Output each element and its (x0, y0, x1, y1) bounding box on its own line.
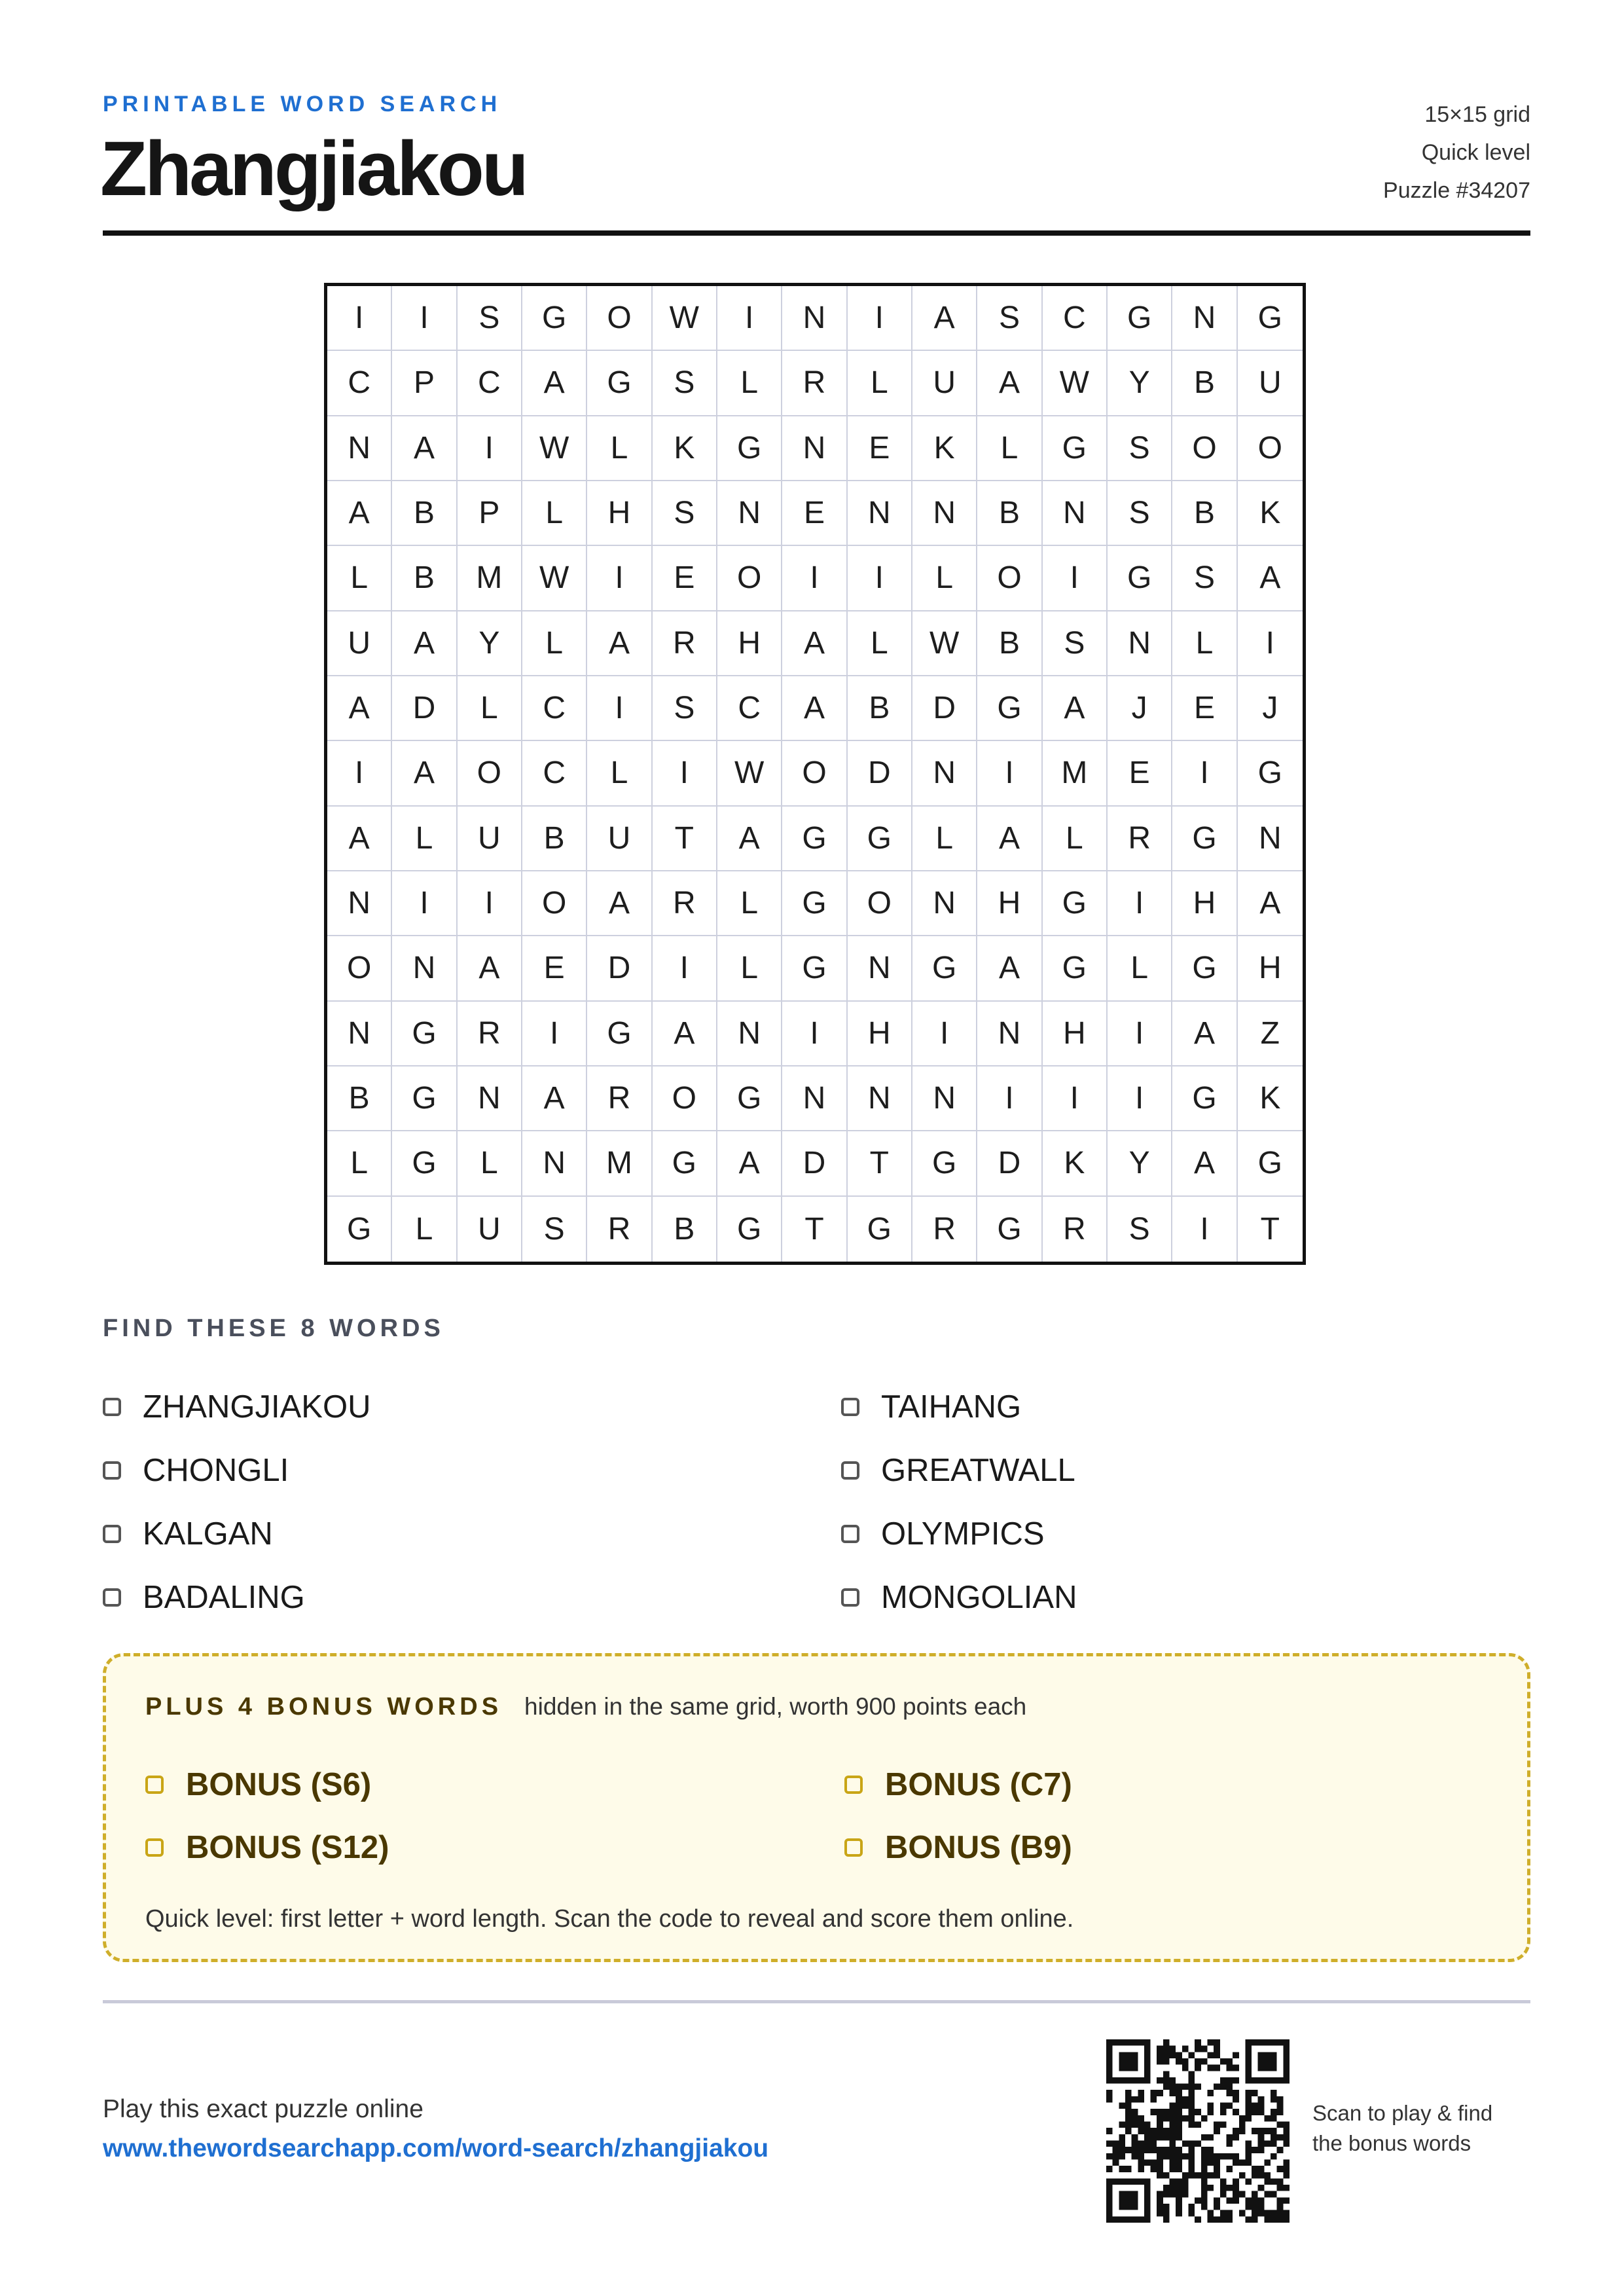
word-list-item[interactable] (841, 1565, 1077, 1629)
grid-cell[interactable]: N (717, 481, 782, 546)
grid-cell[interactable]: I (587, 676, 652, 741)
grid-cell[interactable]: R (1108, 807, 1172, 871)
checkbox-icon[interactable] (145, 1776, 164, 1794)
grid-cell[interactable]: I (1172, 741, 1237, 806)
grid-cell[interactable]: R (587, 1066, 652, 1131)
bonus-note: Quick level: first letter + word length. Scan the code to reveal and score them online. (145, 1905, 1074, 1933)
grid-cell[interactable]: M (587, 1131, 652, 1196)
bonus-header (145, 1693, 1026, 1721)
grid-cell[interactable]: I (587, 546, 652, 611)
grid-cell[interactable]: C (327, 351, 392, 416)
grid-cell[interactable]: B (848, 676, 912, 741)
grid-cell[interactable]: N (717, 1002, 782, 1066)
word-list-item[interactable] (841, 1375, 1077, 1438)
grid-cell[interactable]: O (587, 286, 652, 351)
checkbox-icon[interactable] (841, 1525, 859, 1543)
grid-cell[interactable]: A (717, 1131, 782, 1196)
grid-cell[interactable]: O (1172, 416, 1237, 481)
grid-cell[interactable]: L (912, 546, 977, 611)
checkbox-icon[interactable] (844, 1838, 863, 1857)
grid-cell[interactable]: W (1043, 351, 1108, 416)
grid-cell[interactable]: L (912, 807, 977, 871)
grid-cell[interactable]: P (392, 351, 457, 416)
grid-cell[interactable]: B (392, 546, 457, 611)
grid-cell[interactable]: G (522, 286, 587, 351)
grid-cell[interactable]: O (522, 871, 587, 936)
grid-cell[interactable]: A (587, 611, 652, 676)
qr-caption (1312, 2098, 1522, 2159)
grid-cell[interactable]: U (458, 1197, 522, 1262)
grid-cell[interactable]: A (1172, 1131, 1237, 1196)
grid-cell[interactable]: I (327, 741, 392, 806)
grid-cell[interactable]: D (782, 1131, 847, 1196)
bonus-title: PLUS 4 BONUS WORDS (145, 1693, 503, 1721)
grid-cell[interactable]: G (1238, 741, 1303, 806)
grid-cell[interactable]: A (977, 351, 1042, 416)
grid-cell[interactable]: G (392, 1002, 457, 1066)
word-label: BONUS (C7) (885, 1767, 1072, 1802)
grid-cell[interactable]: N (392, 936, 457, 1001)
grid-cell[interactable]: T (782, 1197, 847, 1262)
grid-cell[interactable]: G (782, 807, 847, 871)
grid-cell[interactable]: S (977, 286, 1042, 351)
grid-cell[interactable]: N (848, 481, 912, 546)
grid-cell[interactable]: I (458, 416, 522, 481)
grid-cell[interactable]: G (1108, 546, 1172, 611)
grid-cell[interactable]: C (458, 351, 522, 416)
grid-cell[interactable]: K (1043, 1131, 1108, 1196)
word-label: BONUS (S12) (186, 1830, 389, 1865)
grid-cell[interactable]: L (392, 1197, 457, 1262)
grid-cell[interactable]: N (912, 1066, 977, 1131)
grid-cell[interactable]: L (458, 676, 522, 741)
word-label: ZHANGJIAKOU (143, 1389, 371, 1425)
grid-cell[interactable]: P (458, 481, 522, 546)
grid-cell[interactable]: I (717, 286, 782, 351)
grid-cell[interactable]: G (392, 1131, 457, 1196)
grid-cell[interactable]: A (1043, 676, 1108, 741)
checkbox-icon[interactable] (103, 1461, 121, 1480)
grid-cell[interactable]: J (1108, 676, 1172, 741)
grid-cell[interactable]: G (1172, 936, 1237, 1001)
grid-cell[interactable]: G (327, 1197, 392, 1262)
grid-cell[interactable]: W (717, 741, 782, 806)
footer-divider (103, 2000, 1530, 2003)
grid-cell[interactable]: H (977, 871, 1042, 936)
page-kicker: PRINTABLE WORD SEARCH (103, 92, 502, 117)
grid-cell[interactable]: I (1108, 1002, 1172, 1066)
grid-cell[interactable]: G (717, 1066, 782, 1131)
word-list-item[interactable] (844, 1816, 1072, 1879)
checkbox-icon[interactable] (841, 1398, 859, 1416)
grid-cell[interactable]: N (782, 1066, 847, 1131)
grid-cell[interactable]: I (522, 1002, 587, 1066)
grid-cell[interactable]: A (327, 481, 392, 546)
grid-cell[interactable]: N (522, 1131, 587, 1196)
word-list-item[interactable] (145, 1753, 389, 1816)
grid-cell[interactable]: G (912, 936, 977, 1001)
grid-cell[interactable]: O (327, 936, 392, 1001)
grid-cell[interactable]: I (392, 871, 457, 936)
grid-cell[interactable]: I (848, 286, 912, 351)
grid-cell[interactable]: S (522, 1197, 587, 1262)
checkbox-icon[interactable] (844, 1776, 863, 1794)
word-label: TAIHANG (881, 1389, 1022, 1425)
checkbox-icon[interactable] (841, 1461, 859, 1480)
grid-cell[interactable]: G (1043, 416, 1108, 481)
grid-cell[interactable]: B (977, 611, 1042, 676)
grid-cell[interactable]: N (977, 1002, 1042, 1066)
word-list-item[interactable] (841, 1438, 1077, 1502)
word-list-item[interactable] (844, 1753, 1072, 1816)
grid-cell[interactable]: I (653, 741, 717, 806)
grid-cell[interactable]: L (587, 741, 652, 806)
grid-cell[interactable]: U (587, 807, 652, 871)
grid-size-label: 15×15 grid (1424, 102, 1530, 127)
grid-cell[interactable]: R (653, 611, 717, 676)
grid-cell[interactable]: A (587, 871, 652, 936)
grid-cell[interactable]: L (1108, 936, 1172, 1001)
grid-cell[interactable]: G (653, 1131, 717, 1196)
grid-cell[interactable]: C (1043, 286, 1108, 351)
grid-cell[interactable]: N (848, 1066, 912, 1131)
bonus-subtitle: hidden in the same grid, worth 900 points each (524, 1693, 1027, 1720)
grid-cell[interactable]: R (1043, 1197, 1108, 1262)
grid-cell[interactable]: W (522, 416, 587, 481)
grid-cell[interactable]: G (1238, 286, 1303, 351)
grid-cell[interactable]: C (717, 676, 782, 741)
grid-cell[interactable]: D (848, 741, 912, 806)
grid-cell[interactable]: L (392, 807, 457, 871)
grid-cell[interactable]: L (848, 351, 912, 416)
letter-grid (324, 283, 1306, 1265)
grid-cell[interactable]: T (848, 1131, 912, 1196)
grid-cell[interactable]: K (912, 416, 977, 481)
grid-cell[interactable]: A (392, 416, 457, 481)
checkbox-icon[interactable] (841, 1588, 859, 1607)
grid-cell[interactable]: G (848, 807, 912, 871)
grid-cell[interactable]: G (977, 676, 1042, 741)
grid-cell[interactable]: I (782, 1002, 847, 1066)
grid-cell[interactable]: G (848, 1197, 912, 1262)
word-list-item[interactable] (103, 1502, 370, 1565)
grid-cell[interactable]: Z (1238, 1002, 1303, 1066)
grid-cell[interactable]: G (1108, 286, 1172, 351)
grid-cell[interactable]: I (782, 546, 847, 611)
grid-cell[interactable]: I (1043, 546, 1108, 611)
word-label: BONUS (S6) (186, 1767, 372, 1802)
grid-cell[interactable]: A (522, 1066, 587, 1131)
grid-cell[interactable]: O (653, 1066, 717, 1131)
grid-cell[interactable]: I (1108, 1066, 1172, 1131)
header-divider (103, 230, 1530, 236)
grid-cell[interactable]: C (522, 676, 587, 741)
grid-cell[interactable]: L (1043, 807, 1108, 871)
grid-cell[interactable]: L (717, 351, 782, 416)
grid-cell[interactable]: H (717, 611, 782, 676)
grid-cell[interactable]: E (522, 936, 587, 1001)
grid-cell[interactable]: S (653, 481, 717, 546)
grid-cell[interactable]: R (587, 1197, 652, 1262)
qr-code-icon[interactable] (1106, 2039, 1290, 2223)
grid-cell[interactable]: N (327, 1002, 392, 1066)
grid-cell[interactable]: Y (1108, 1131, 1172, 1196)
level-label: Quick level (1421, 140, 1530, 165)
word-list-item[interactable] (841, 1502, 1077, 1565)
grid-cell[interactable]: E (1172, 676, 1237, 741)
puzzle-id-label: Puzzle #34207 (1383, 178, 1530, 203)
grid-cell[interactable]: B (1172, 351, 1237, 416)
grid-cell[interactable]: D (912, 676, 977, 741)
puzzle-meta (1383, 96, 1530, 210)
grid-cell[interactable]: A (653, 1002, 717, 1066)
grid-cell[interactable]: G (1172, 807, 1237, 871)
grid-cell[interactable]: N (848, 936, 912, 1001)
find-words-heading: FIND THESE 8 WORDS (103, 1315, 444, 1342)
grid-cell[interactable]: B (1172, 481, 1237, 546)
grid-cell[interactable]: H (1043, 1002, 1108, 1066)
word-list-item[interactable] (103, 1375, 370, 1438)
grid-cell[interactable]: B (522, 807, 587, 871)
grid-cell[interactable]: G (1172, 1066, 1237, 1131)
grid-cell[interactable]: A (327, 676, 392, 741)
qr-caption-line1: Scan to play & find (1312, 2101, 1493, 2125)
grid-cell[interactable]: A (977, 936, 1042, 1001)
grid-cell[interactable]: H (587, 481, 652, 546)
grid-cell[interactable]: O (977, 546, 1042, 611)
grid-cell[interactable]: Y (458, 611, 522, 676)
grid-cell[interactable]: R (912, 1197, 977, 1262)
grid-cell[interactable]: L (717, 936, 782, 1001)
grid-cell[interactable]: E (782, 481, 847, 546)
grid-cell[interactable]: G (717, 1197, 782, 1262)
bonus-list-right (844, 1753, 1072, 1879)
word-list-item[interactable] (145, 1816, 389, 1879)
grid-cell[interactable]: R (782, 351, 847, 416)
grid-cell[interactable]: A (912, 286, 977, 351)
grid-cell[interactable]: N (327, 416, 392, 481)
word-label: CHONGLI (143, 1452, 289, 1488)
grid-cell[interactable]: S (653, 351, 717, 416)
grid-cell[interactable]: G (1043, 871, 1108, 936)
grid-cell[interactable]: N (1043, 481, 1108, 546)
grid-cell[interactable]: G (977, 1197, 1042, 1262)
grid-cell[interactable]: G (587, 351, 652, 416)
grid-cell[interactable]: S (458, 286, 522, 351)
grid-cell[interactable]: L (327, 546, 392, 611)
grid-cell[interactable]: B (977, 481, 1042, 546)
word-list-left (103, 1375, 370, 1629)
grid-cell[interactable]: D (977, 1131, 1042, 1196)
grid-cell[interactable]: O (717, 546, 782, 611)
grid-cell[interactable]: S (653, 676, 717, 741)
grid-cell[interactable]: R (653, 871, 717, 936)
word-list-item[interactable] (103, 1565, 370, 1629)
grid-cell[interactable]: I (327, 286, 392, 351)
grid-cell[interactable]: L (1172, 611, 1237, 676)
grid-cell[interactable]: N (458, 1066, 522, 1131)
grid-cell[interactable]: R (458, 1002, 522, 1066)
grid-cell[interactable]: N (1108, 611, 1172, 676)
grid-cell[interactable]: S (1043, 611, 1108, 676)
grid-cell[interactable]: U (912, 351, 977, 416)
grid-cell[interactable]: M (458, 546, 522, 611)
grid-cell[interactable]: B (392, 481, 457, 546)
grid-cell[interactable]: U (1238, 351, 1303, 416)
word-label: MONGOLIAN (881, 1579, 1077, 1615)
grid-cell[interactable]: T (1260, 1211, 1280, 1247)
grid-cell[interactable]: I (1172, 1197, 1237, 1262)
grid-cell[interactable]: O (1238, 416, 1303, 481)
grid-cell[interactable]: N (782, 416, 847, 481)
play-online-link[interactable]: www.thewordsearchapp.com/word-search/zhangjiakou (103, 2134, 769, 2162)
grid-cell[interactable]: G (717, 416, 782, 481)
grid-cell[interactable]: U (458, 807, 522, 871)
word-label: KALGAN (143, 1516, 273, 1552)
grid-cell[interactable]: H (1172, 871, 1237, 936)
grid-cell[interactable]: N (782, 286, 847, 351)
grid-cell[interactable]: G (782, 871, 847, 936)
page-title: Zhangjiakou (100, 126, 526, 212)
grid-cell[interactable]: W (653, 286, 717, 351)
qr-caption-line2: the bonus words (1312, 2131, 1471, 2155)
grid-cell[interactable]: T (653, 807, 717, 871)
grid-cell[interactable]: A (522, 351, 587, 416)
grid-cell[interactable]: I (392, 286, 457, 351)
grid-cell[interactable]: A (392, 741, 457, 806)
grid-cell[interactable]: I (458, 871, 522, 936)
grid-cell[interactable]: I (912, 1002, 977, 1066)
grid-cell[interactable]: G (782, 936, 847, 1001)
bonus-section (103, 1653, 1530, 1962)
grid-cell[interactable]: I (977, 1066, 1042, 1131)
grid-cell[interactable]: O (848, 871, 912, 936)
grid-cell[interactable]: S (1108, 481, 1172, 546)
grid-cell[interactable]: S (1108, 416, 1172, 481)
grid-cell[interactable]: N (1172, 286, 1237, 351)
grid-cell[interactable]: K (1238, 481, 1303, 546)
grid-cell[interactable]: A (1238, 871, 1303, 936)
checkbox-icon[interactable] (145, 1838, 164, 1857)
grid-cell[interactable]: K (1238, 1066, 1303, 1131)
grid-cell[interactable]: B (653, 1197, 717, 1262)
grid-cell[interactable]: H (848, 1002, 912, 1066)
grid-cell[interactable]: I (848, 546, 912, 611)
grid-cell[interactable]: L (848, 611, 912, 676)
grid-cell[interactable]: O (782, 741, 847, 806)
word-label: GREATWALL (881, 1452, 1075, 1488)
grid-cell[interactable]: W (522, 546, 587, 611)
grid-cell[interactable]: W (912, 611, 977, 676)
grid-cell[interactable]: I (1238, 611, 1303, 676)
grid-cell[interactable]: G (392, 1066, 457, 1131)
grid-cell[interactable]: A (782, 676, 847, 741)
grid-cell[interactable]: D (392, 676, 457, 741)
grid-cell[interactable]: A (327, 807, 392, 871)
grid-cell[interactable]: L (458, 1131, 522, 1196)
grid-cell[interactable]: L (587, 416, 652, 481)
checkbox-icon[interactable] (103, 1398, 121, 1416)
grid-cell[interactable]: A (1238, 546, 1303, 611)
play-online-label: Play this exact puzzle online (103, 2095, 424, 2123)
grid-cell[interactable]: E (653, 546, 717, 611)
grid-cell[interactable]: A (977, 807, 1042, 871)
word-label: OLYMPICS (881, 1516, 1045, 1552)
grid-cell[interactable]: L (522, 611, 587, 676)
checkbox-icon[interactable] (103, 1525, 121, 1543)
word-label: BONUS (B9) (885, 1830, 1072, 1865)
checkbox-icon[interactable] (103, 1588, 121, 1607)
grid-cell[interactable]: A (717, 807, 782, 871)
grid-cell[interactable]: N (912, 481, 977, 546)
grid-cell[interactable]: I (1108, 871, 1172, 936)
word-label: BADALING (143, 1579, 305, 1615)
grid-cell[interactable]: B (327, 1066, 392, 1131)
grid-cell[interactable]: M (1043, 741, 1108, 806)
grid-cell[interactable]: G (587, 1002, 652, 1066)
grid-cell[interactable]: G (1043, 936, 1108, 1001)
grid-cell[interactable]: L (327, 1131, 392, 1196)
grid-cell[interactable]: I (977, 741, 1042, 806)
grid-cell[interactable]: N (912, 741, 977, 806)
grid-cell[interactable]: U (327, 611, 392, 676)
grid-cell[interactable]: A (392, 611, 457, 676)
grid-cell[interactable]: Y (1108, 351, 1172, 416)
word-list-item[interactable] (103, 1438, 370, 1502)
grid-cell[interactable]: K (653, 416, 717, 481)
grid-cell[interactable]: D (587, 936, 652, 1001)
grid-cell[interactable]: I (653, 936, 717, 1001)
word-list-right (841, 1375, 1077, 1629)
grid-cell[interactable]: E (848, 416, 912, 481)
grid-cell[interactable]: G (1238, 1131, 1303, 1196)
grid-cell[interactable]: S (1108, 1197, 1172, 1262)
grid-cell[interactable]: L (717, 871, 782, 936)
grid-cell[interactable]: N (1238, 807, 1303, 871)
grid-cell[interactable]: A (1172, 1002, 1237, 1066)
grid-cell[interactable]: O (458, 741, 522, 806)
bonus-list-left (145, 1753, 389, 1879)
grid-cell[interactable]: J (1238, 676, 1303, 741)
grid-cell[interactable]: N (327, 871, 392, 936)
grid-cell[interactable]: N (912, 871, 977, 936)
grid-cell[interactable]: C (522, 741, 587, 806)
grid-cell[interactable]: L (977, 416, 1042, 481)
grid-cell[interactable]: L (522, 481, 587, 546)
grid-cell[interactable]: A (458, 936, 522, 1001)
grid-cell[interactable]: E (1108, 741, 1172, 806)
grid-cell[interactable]: A (782, 611, 847, 676)
grid-cell[interactable]: I (1043, 1066, 1108, 1131)
grid-cell[interactable]: G (912, 1131, 977, 1196)
grid-cell[interactable]: H (1238, 936, 1303, 1001)
grid-cell[interactable]: S (1172, 546, 1237, 611)
